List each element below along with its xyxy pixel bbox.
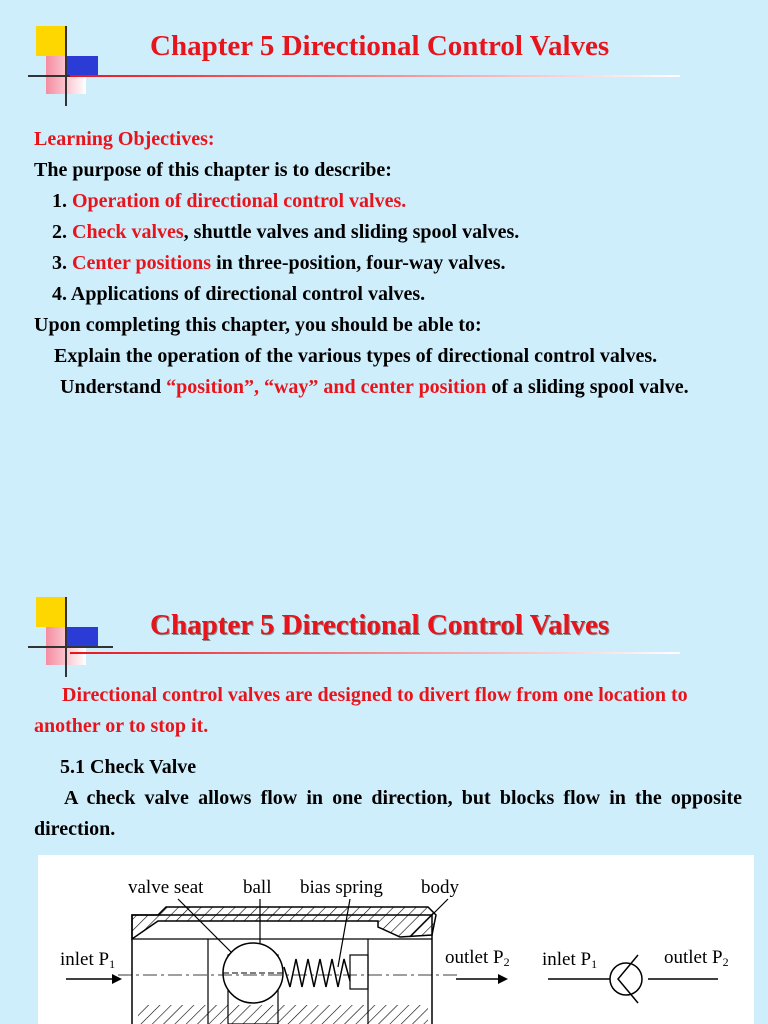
page-title: Chapter 5 Directional Control Valves <box>150 609 610 641</box>
label-valve-seat: valve seat <box>128 877 204 898</box>
label-body: body <box>421 877 459 898</box>
page-title: Chapter 5 Directional Control Valves <box>150 30 610 62</box>
outcome-2: Understand “position”, “way” and center position of a sliding spool valve. <box>60 376 689 398</box>
list-item: 1. Operation of directional control valves. <box>52 190 407 212</box>
symbol-label-outlet: outlet P2 <box>664 947 729 969</box>
label-inlet: inlet P1 <box>60 949 116 971</box>
decorative-squares-icon <box>28 24 118 114</box>
list-item: 2. Check valves, shuttle valves and sliding spool valves. <box>52 221 520 243</box>
slide2-body <box>34 680 742 845</box>
completion-intro: Upon completing this chapter, you should be able to: <box>34 314 482 336</box>
check-valve-figure <box>38 855 754 1024</box>
label-bias-spring: bias spring <box>300 877 383 898</box>
label-ball: ball <box>243 877 272 898</box>
intro-text: Directional control valves are designed to divert flow from one location to another or to stop it. <box>34 684 688 737</box>
slide-2 <box>0 585 768 1024</box>
learning-objectives-label: Learning Objectives: <box>34 128 215 150</box>
section-text: A check valve allows flow in one direction, but blocks flow in the opposite direction. <box>34 787 742 840</box>
intro-text: The purpose of this chapter is to describe: <box>34 159 392 181</box>
title-divider <box>70 652 680 654</box>
outcome-1: Explain the operation of the various types of directional control valves. <box>54 345 658 367</box>
title-divider <box>70 75 680 77</box>
decorative-squares-icon <box>28 595 118 685</box>
list-item: 3. Center positions in three-position, four-way valves. <box>52 252 506 274</box>
list-item: 4. Applications of directional control valves. <box>52 283 426 305</box>
symbol-label-inlet: inlet P1 <box>542 949 598 971</box>
label-outlet: outlet P2 <box>445 947 510 969</box>
slide1-body <box>34 124 742 403</box>
check-valve-diagram <box>38 855 754 1024</box>
section-heading: 5.1 Check Valve <box>60 756 197 778</box>
